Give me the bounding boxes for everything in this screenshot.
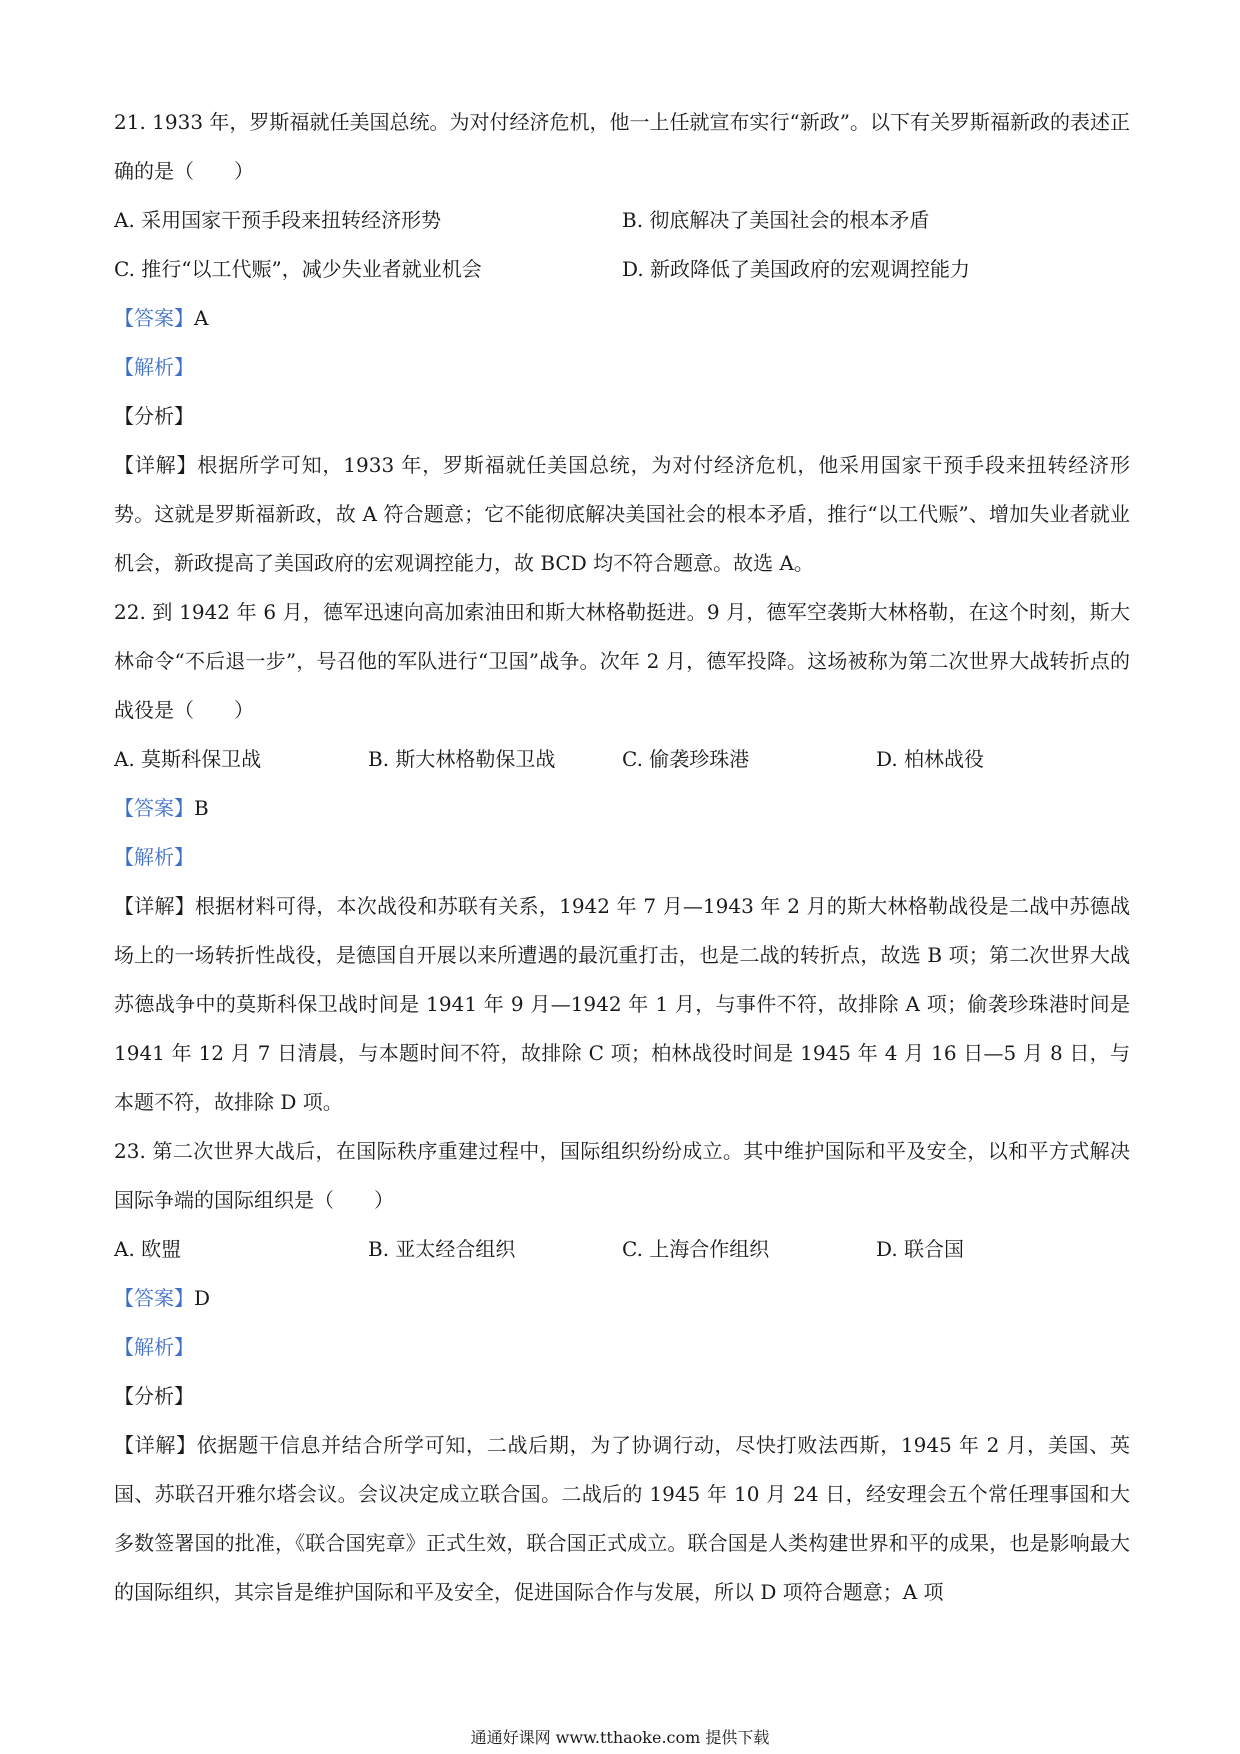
detail-tag: 【详解】 xyxy=(114,894,195,918)
question-21-options xyxy=(114,196,1130,245)
question-22-option-d: D. 柏林战役 xyxy=(876,747,985,771)
answer-tag: 【答案】 xyxy=(114,796,194,820)
detail-text: 根据材料可得，本次战役和苏联有关系，1942 年 7 月—1943 年 2 月的斯大林格勒战役是二战中苏德战场上的一场转折性战役，是德国自开展以来所遭遇的最沉重打击，也是二战的转折点，故选 B 项；第二次世界大战苏德战争中的莫斯科保卫战时间是 1941 年 9 月—1942 年 1 月，与事件不符，故排除 A 项；偷袭珍珠港时间是 1941 年 12 月 7 日清晨，与本题时间不符，故排除 C 项；柏林战役时间是 1945 年 4 月 16 日—5 月 8 日，与本题不符，故排除 D 项。 xyxy=(114,894,1131,1114)
question-22-answer xyxy=(114,784,1130,833)
question-23-option-a: A. 欧盟 xyxy=(114,1237,182,1261)
question-22-option-b: B. 斯大林格勒保卫战 xyxy=(368,747,556,771)
question-22-option-c: C. 偷袭珍珠港 xyxy=(622,747,750,771)
question-21-option-d: D. 新政降低了美国政府的宏观调控能力 xyxy=(622,257,971,281)
question-23-options xyxy=(114,1225,1130,1274)
question-21-option-a: A. 采用国家干预手段来扭转经济形势 xyxy=(114,208,442,232)
detail-tag: 【详解】 xyxy=(114,1433,197,1457)
question-21-options-row2 xyxy=(114,245,1130,294)
page-footer: 通通好课网 www.tthaoke.com 提供下载 xyxy=(470,1728,770,1747)
detail-text: 根据所学可知，1933 年，罗斯福就任美国总统，为对付经济危机，他采用国家干预手段来扭转经济形势。这就是罗斯福新政，故 A 符合题意；它不能彻底解决美国社会的根本矛盾，推行“以工代赈”、增加失业者就业机会，新政提高了美国政府的宏观调控能力，故 BCD 均不符合题意。故选 A。 xyxy=(114,453,1130,575)
question-21-stem: 21. 1933 年，罗斯福就任美国总统。为对付经济危机，他一上任就宣布实行“新政”。以下有关罗斯福新政的表述正确的是（ ） xyxy=(114,110,1130,183)
question-23-option-d: D. 联合国 xyxy=(876,1237,965,1261)
answer-value: D xyxy=(194,1286,211,1310)
answer-value: B xyxy=(194,796,209,820)
question-22-options xyxy=(114,735,1130,784)
question-23-detail xyxy=(114,1421,1130,1617)
question-23-answer xyxy=(114,1274,1130,1323)
document-content xyxy=(114,98,1130,1617)
question-21-option-b: B. 彻底解决了美国社会的根本矛盾 xyxy=(622,208,930,232)
question-22-detail xyxy=(114,882,1130,1127)
question-21-answer xyxy=(114,294,1130,343)
detail-tag: 【详解】 xyxy=(114,453,198,477)
question-23-fenxi-tag: 【分析】 xyxy=(114,1384,194,1408)
detail-text: 依据题干信息并结合所学可知，二战后期，为了协调行动，尽快打败法西斯，1945 年 2 月，美国、英国、苏联召开雅尔塔会议。会议决定成立联合国。二战后的 1945 年 10 月 24 日，经安理会五个常任理事国和大多数签署国的批准，《联合国宪章》正式生效，联合国正式成立。联合国是人类构建世界和平的成果，也是影响最大的国际组织，其宗旨是维护国际和平及安全，促进国际合作与发展，所以 D 项符合题意；A 项 xyxy=(114,1433,1131,1604)
question-23-stem: 23. 第二次世界大战后，在国际秩序重建过程中，国际组织纷纷成立。其中维护国际和平及安全，以和平方式解决国际争端的国际组织是（ ） xyxy=(114,1139,1130,1212)
question-22-stem: 22. 到 1942 年 6 月，德军迅速向高加索油田和斯大林格勒挺进。9 月，德军空袭斯大林格勒，在这个时刻，斯大林命令“不后退一步”，号召他的军队进行“卫国”战争。次年 2 月，德军投降。这场被称为第二次世界大战转折点的战役是（ ） xyxy=(114,600,1130,722)
answer-value: A xyxy=(194,306,209,330)
question-22-option-a: A. 莫斯科保卫战 xyxy=(114,747,262,771)
answer-tag: 【答案】 xyxy=(114,306,194,330)
question-21-detail xyxy=(114,441,1130,588)
question-22-analysis-tag: 【解析】 xyxy=(114,845,194,869)
question-23-option-b: B. 亚太经合组织 xyxy=(368,1237,516,1261)
question-21-fenxi-tag: 【分析】 xyxy=(114,404,194,428)
question-21-analysis-tag: 【解析】 xyxy=(114,355,194,379)
question-23-option-c: C. 上海合作组织 xyxy=(622,1237,770,1261)
question-23-analysis-tag: 【解析】 xyxy=(114,1335,194,1359)
answer-tag: 【答案】 xyxy=(114,1286,194,1310)
question-21-option-c: C. 推行“以工代赈”，减少失业者就业机会 xyxy=(114,257,482,281)
